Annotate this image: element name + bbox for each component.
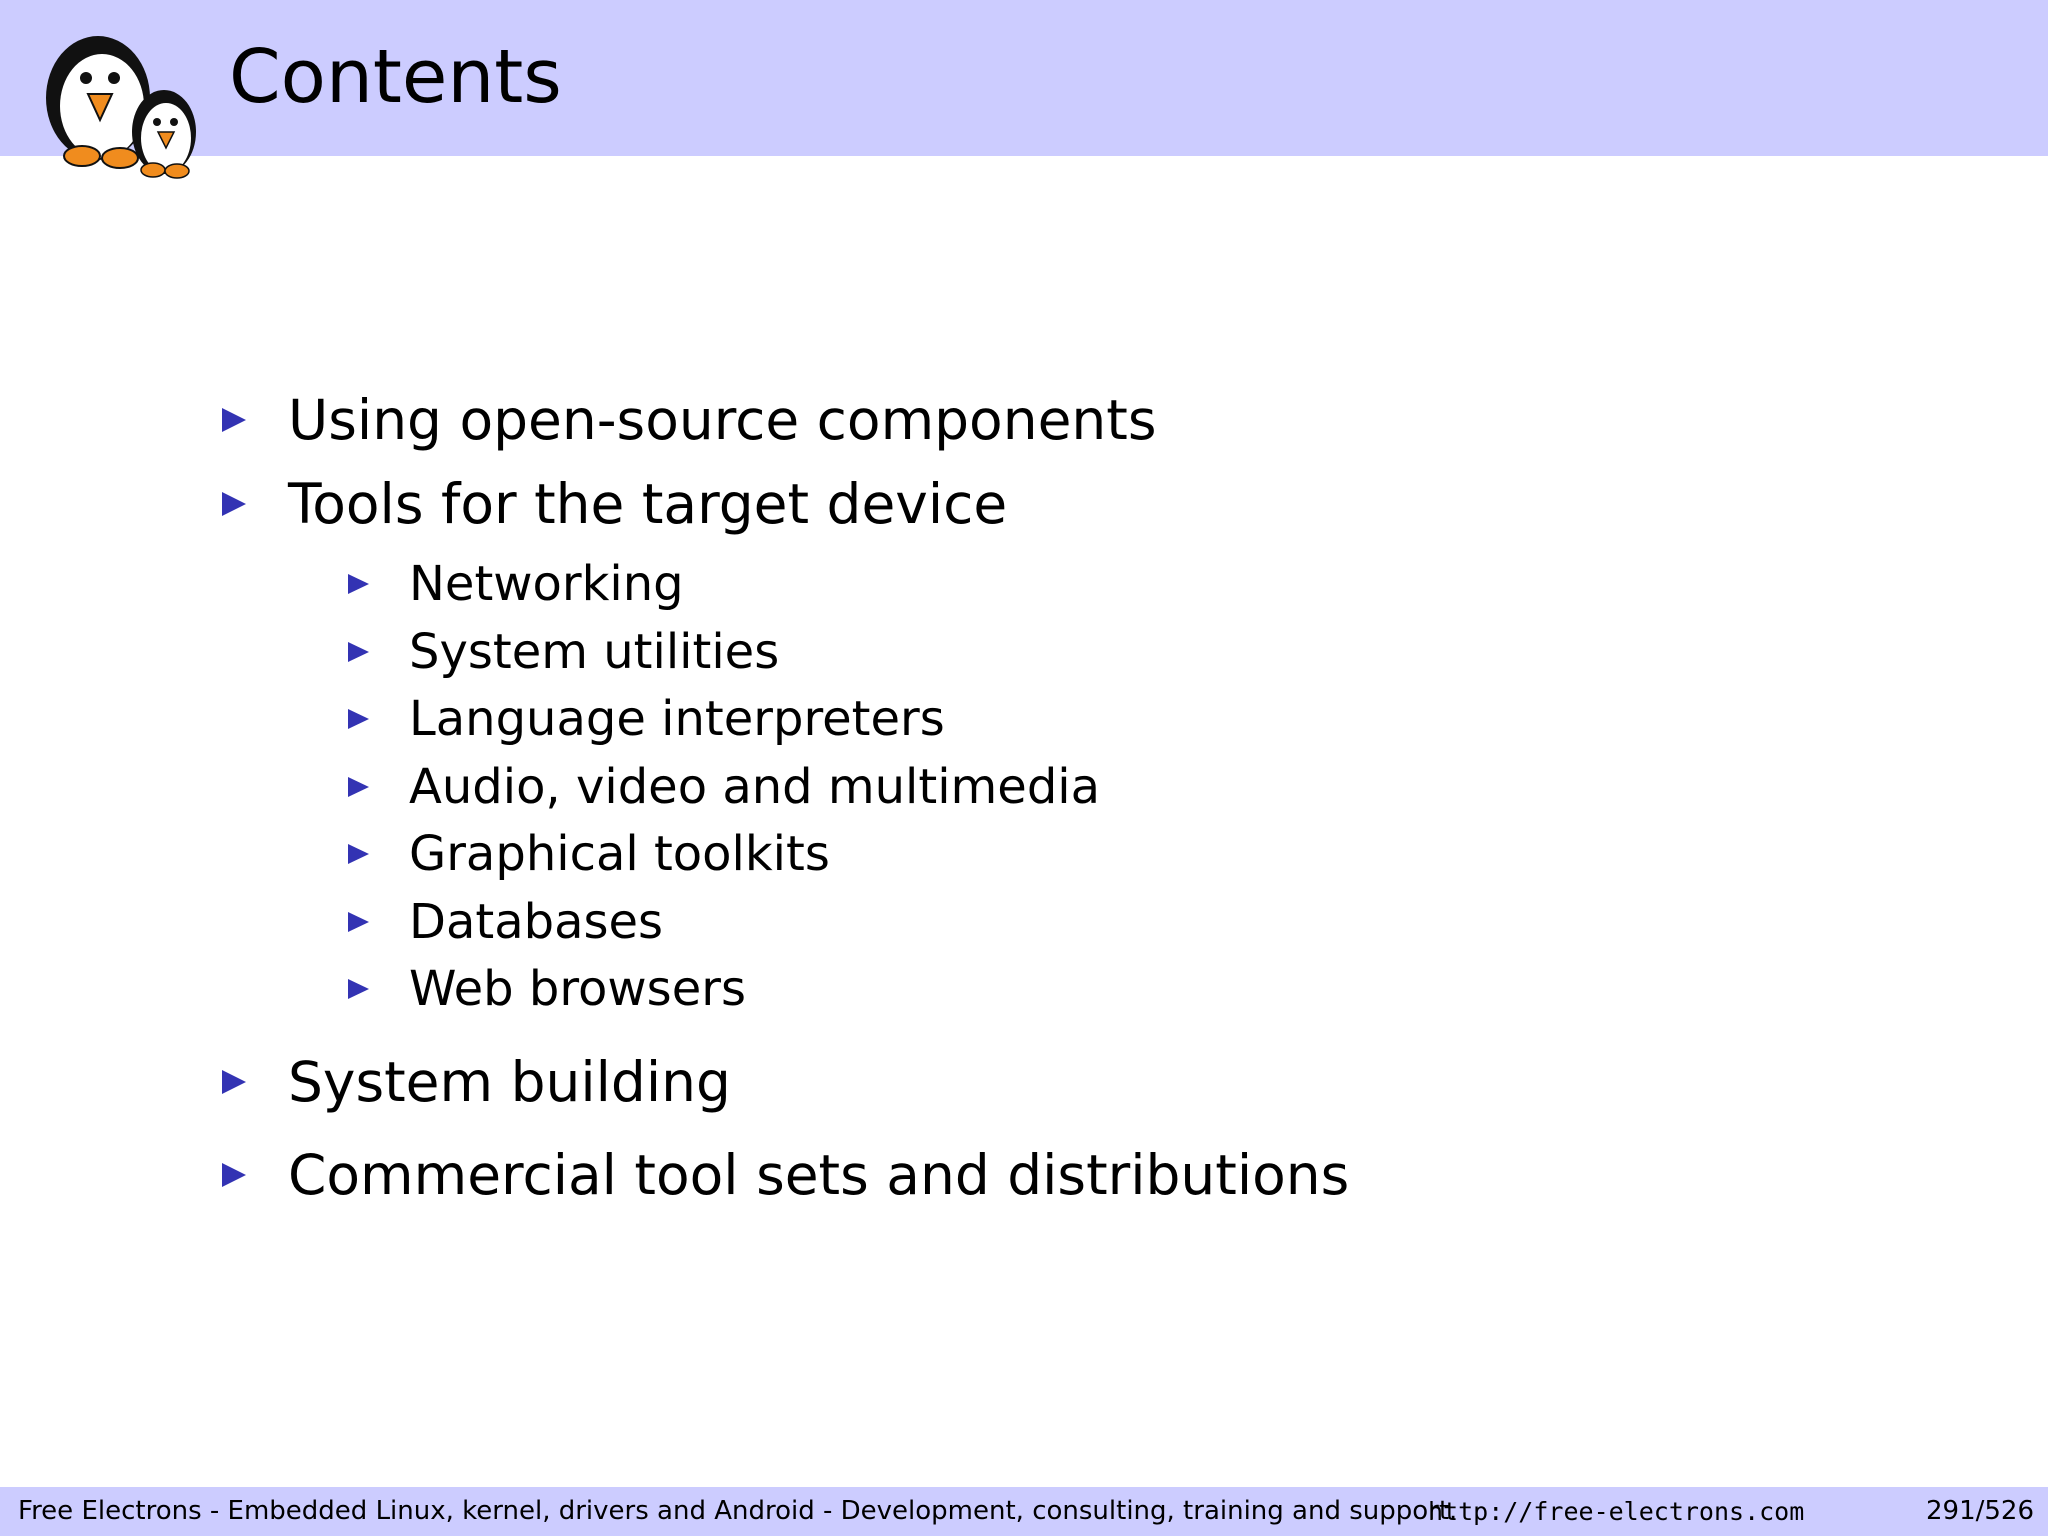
footer-text: Free Electrons - Embedded Linux, kernel, drivers and Android - Development, consulting, training and support. xyxy=(18,1496,1458,1526)
page-number: 291/526 xyxy=(1925,1496,2034,1526)
footer-bar xyxy=(0,1487,2048,1536)
toc-item-label: System building xyxy=(288,1050,731,1114)
toc-subitem-label: Audio, video and multimedia xyxy=(409,759,1101,815)
toc-item xyxy=(222,1047,731,1117)
toc-subitem xyxy=(348,958,746,1020)
toc-subitem-label: Web browsers xyxy=(409,961,746,1017)
toc-item xyxy=(222,385,1156,455)
toc-subitem xyxy=(348,756,1100,818)
triangle-bullet-icon xyxy=(222,492,246,516)
triangle-bullet-icon xyxy=(348,844,369,864)
footer-link[interactable]: http://free-electrons.com xyxy=(1428,1497,1805,1526)
toc-subitem xyxy=(348,688,945,750)
triangle-bullet-icon xyxy=(222,1070,246,1094)
toc-subitem xyxy=(348,553,684,615)
toc-subitem-label: Graphical toolkits xyxy=(409,826,830,882)
toc-subitem xyxy=(348,891,663,953)
triangle-bullet-icon xyxy=(348,642,369,662)
toc-subitem-label: Networking xyxy=(409,556,684,612)
triangle-bullet-icon xyxy=(348,709,369,729)
toc-item-label: Using open-source components xyxy=(288,388,1157,452)
page-title: Contents xyxy=(229,34,562,120)
toc-subitem xyxy=(348,621,779,683)
triangle-bullet-icon xyxy=(348,777,369,797)
toc-subitem-label: Databases xyxy=(409,894,664,950)
triangle-bullet-icon xyxy=(348,912,369,932)
triangle-bullet-icon xyxy=(348,979,369,999)
toc-subitem-label: Language interpreters xyxy=(409,691,945,747)
triangle-bullet-icon xyxy=(222,408,246,432)
toc-item-label: Commercial tool sets and distributions xyxy=(288,1143,1350,1207)
triangle-bullet-icon xyxy=(348,574,369,594)
toc-subitem xyxy=(348,823,830,885)
toc-item-label: Tools for the target device xyxy=(288,472,1008,536)
toc-subitem-label: System utilities xyxy=(409,624,780,680)
toc-item xyxy=(222,1140,1349,1210)
triangle-bullet-icon xyxy=(222,1163,246,1187)
toc-item xyxy=(222,469,1007,539)
